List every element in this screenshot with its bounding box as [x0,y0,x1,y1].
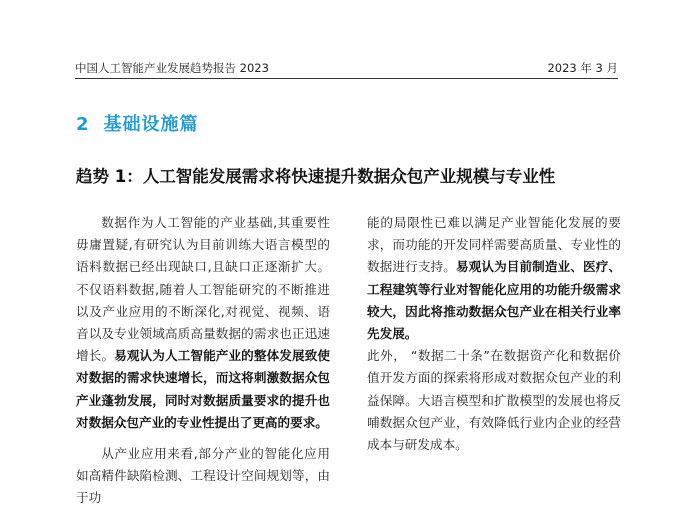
trend-heading: 趋势 1：人工智能发展需求将快速提升数据众包产业规模与专业性 [76,167,556,186]
section-heading [76,110,199,136]
left-paragraph-1 [76,212,330,434]
page-header [75,60,618,80]
right-p2-text: 此外， “数据二十条”在数据资产化和数据价值开发方面的探索将形成对数据众包产业的利益保障。大语言模型和扩散模型的发展也将反哺数据众包产业，有效降低行业内企业的经营成本与研发成本。 [367,348,621,453]
left-p2-text: 从产业应用来看,部分产业的智能化应用如高精件缺陷检测、工程设计空间规划等，由于功 [76,446,330,506]
right-p1-highlight: 易观认为目前制造业、医疗、工程建筑等行业对智能化应用的功能升级需求较大，因此将推动数据众包产业在相关行业率先发展。 [367,259,622,342]
section-number: 2 [76,114,90,135]
report-date: 2023 年 3 月 [547,61,618,75]
right-paragraph-2 [367,345,621,456]
left-p1-text: 数据作为人工智能的产业基础,其重要性毋庸置疑,有研究认为目前训练大语言模型的语料数据已经出现缺口,且缺口正逐渐扩大。不仅语料数据,随着人工智能研究的不断推进以及产业应用的不断深化,对视觉、视频、语音以及专业领域高质高量数据的需求也正迅速增长。 [76,215,330,364]
left-column [76,212,330,510]
right-column [367,212,621,456]
left-p1-highlight: 易观认为人工智能产业的整体发展致使对数据的需求快速增长，而这将刺激数据众包产业蓬勃发展，同时对数据质量要求的提升也对数据众包产业的专业性提出了更高的要求。 [76,348,331,430]
report-title: 中国人工智能产业发展趋势报告 2023 [75,61,269,75]
right-p1-text: 能的局限性已难以满足产业智能化发展的要求，而功能的开发同样需要高质量、专业性的数据进行支持。 [367,215,621,275]
header-divider [75,78,618,79]
section-title: 基础设施篇 [103,114,199,135]
left-paragraph-2 [76,443,330,510]
right-paragraph-1 [367,212,621,345]
